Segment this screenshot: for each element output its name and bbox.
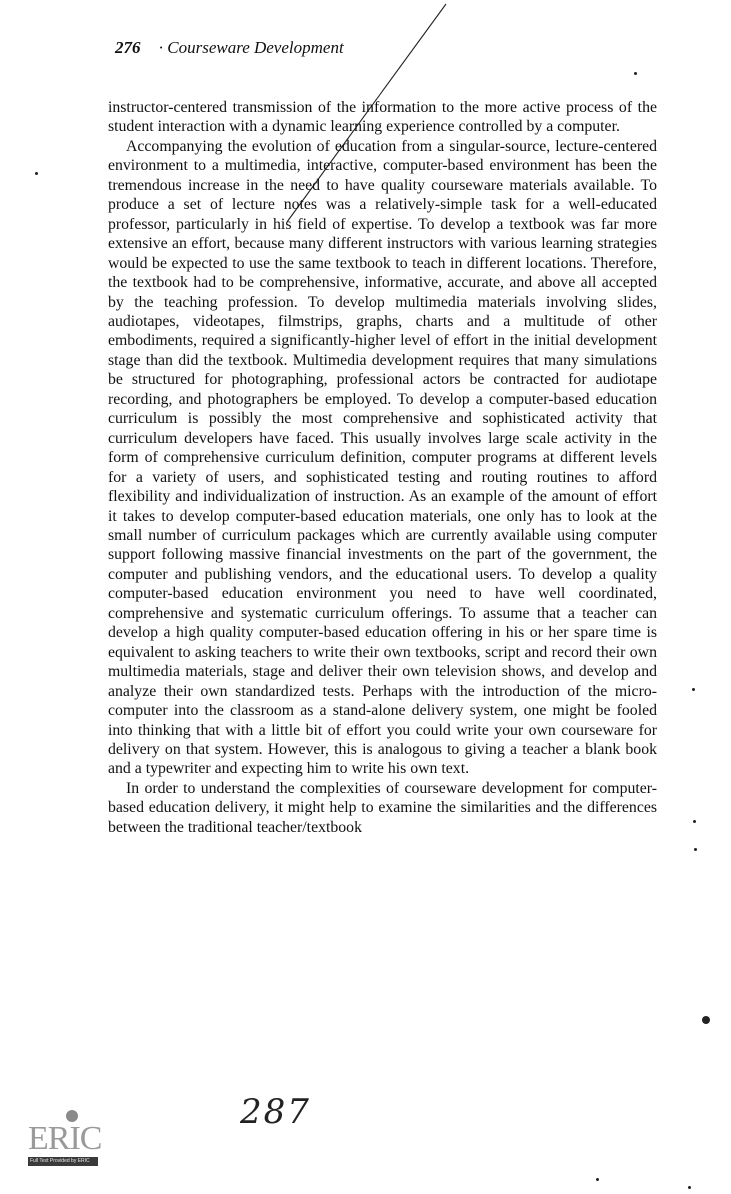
eric-logo-tagline: Full Text Provided by ERIC <box>30 1158 90 1164</box>
paragraph-1: instructor-centered transmission of the information to the more active process of the student interaction with a dynamic learning experience controlled by a computer. <box>108 99 657 136</box>
scan-speck <box>35 172 38 175</box>
running-title: · Courseware Development <box>158 38 344 57</box>
eric-logo <box>28 1108 102 1168</box>
paragraph-3: In order to understand the complexities of courseware development for computer-based education delivery, it might help to examine the similarities and the differences between the traditional teacher/textbook <box>108 779 657 836</box>
scan-speck <box>634 72 637 75</box>
paragraph-2: Accompanying the evolution of education from a singular-source, lecture-centered environment to a multimedia, interactive, computer-based environment has been the tremendous increase in the need to have quality courseware materials available. To produce a set of lecture notes was a relatively-simple task for a well-educated professor, particularly in his field of expertise. To develop a textbook was far more extensive an effort, because many different instructors with various learning strategies would be expected to use the same textbook to teach in different locations. Therefore, the textbook had to be comprehensive, informative, accurate, and above all accepted by the teaching profession. To develop multimedia materials involving slides, audiotapes, videotapes, filmstrips, graphs, charts and a multitude of other embodiments, required a significantly-higher level of effort in the initial development stage than did the textbook. Multimedia development requires that many simulations be structured for photographing, professional actors be contracted for audiotape recording, and photographers be employed. To develop a computer-based education curriculum is possibly the most comprehensive and sophisticated activity that curriculum developers have faced. This usually involves large scale activity in the form of comprehensive curriculum definition, computer programs at different levels for a variety of users, and sophisticated testing and routing routines to afford flexibility and individualization of instruction. As an example of the amount of effort it takes to develop computer-based education materials, one only has to look at the small number of curriculum packages which are currently available using computer support following massive financial investments on the part of the government, the computer and publishing vendors, and the educational users. To develop a quality computer-based education environment you need to have well coordinated, comprehensive and systematic curriculum offerings. To assume that a teacher can develop a high quality computer-based education offering in his or her spare time is equivalent to asking teachers to write their own textbooks, script and record their own multimedia materials, stage and deliver their own television shows, and develop and analyze their own standardized tests. Perhaps with the introduction of the micro-computer into the classroom as a stand-alone delivery system, one might be fooled into thinking that with a little bit of effort you could write your own courseware for delivery on that system. However, this is analogous to giving a teacher a blank book and a typewriter and expecting him to write his own text. <box>108 137 657 778</box>
scan-speck <box>694 848 697 851</box>
scan-speck <box>693 820 696 823</box>
scan-speck <box>692 688 695 691</box>
scan-speck <box>688 1186 691 1189</box>
page-number: 276 <box>115 38 141 57</box>
scan-speck <box>596 1178 599 1181</box>
handwritten-page-number: 287 <box>240 1092 311 1132</box>
body-text <box>108 98 657 837</box>
scan-speck <box>702 1016 710 1024</box>
eric-logo-text: ERIC <box>28 1120 102 1157</box>
page-header <box>115 38 344 58</box>
